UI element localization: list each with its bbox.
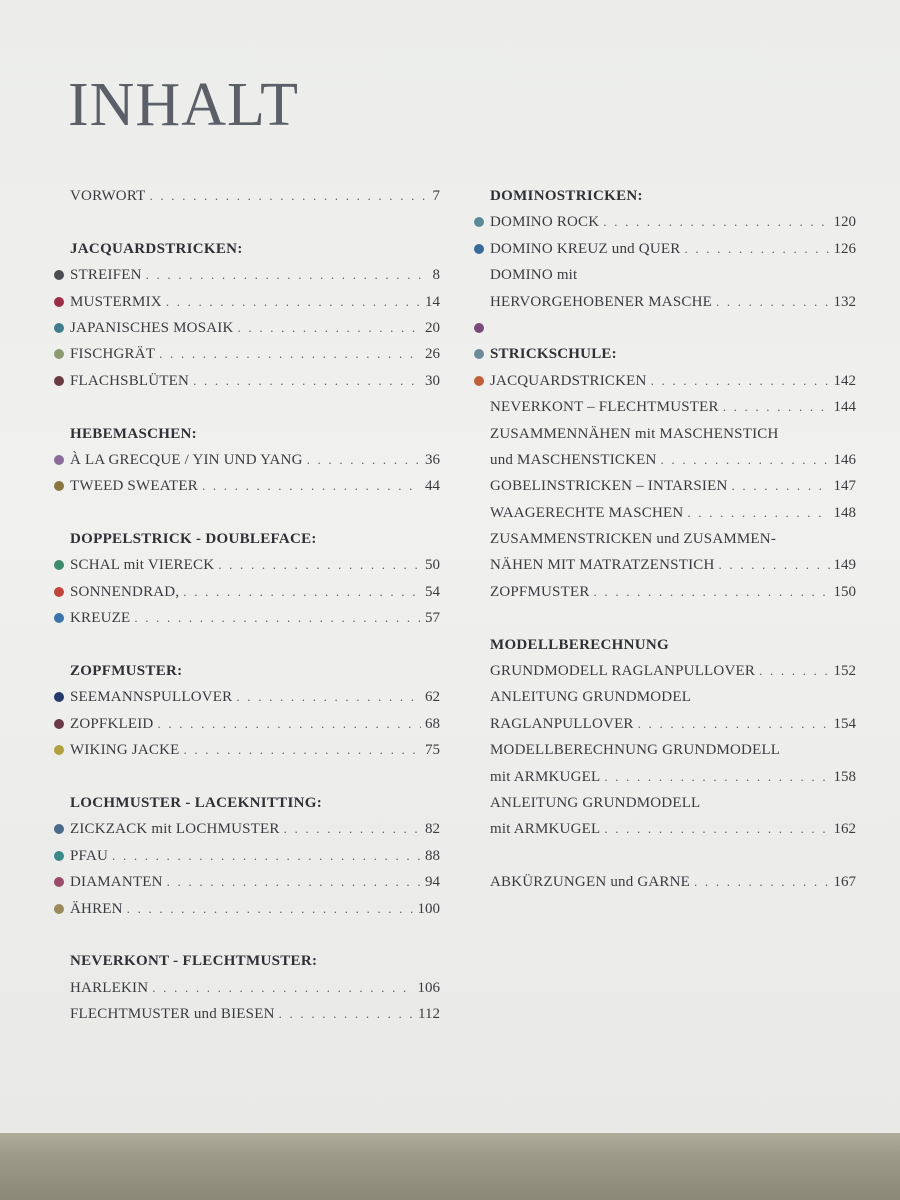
dot-leader: [594, 579, 830, 605]
section-title-jacquard: JACQUARDSTRICKEN:: [70, 240, 243, 257]
section-title-modellberechnung: MODELLBERECHNUNG: [490, 636, 669, 653]
dot-leader: [112, 843, 421, 869]
entry-page: 142: [833, 372, 856, 389]
section-title-domino: DOMINOSTRICKEN:: [490, 188, 643, 204]
toc-entry[interactable]: [490, 869, 856, 895]
dot-leader: [684, 236, 829, 262]
dot-leader: [183, 737, 421, 763]
dot-leader: [604, 764, 829, 790]
entry-page: 158: [833, 768, 856, 785]
entry-label: ZOPFKLEID: [70, 715, 154, 732]
page-edge-shadow: [0, 1133, 900, 1200]
dot-leader: [604, 816, 829, 842]
entry-page: 100: [417, 900, 440, 917]
entry-page: 20: [425, 319, 440, 336]
dot-leader: [603, 209, 829, 235]
entry-label: DOMINO ROCK: [490, 214, 600, 231]
entry-label: ZICKZACK mit LOCHMUSTER: [70, 821, 280, 838]
entry-label: JACQUARDSTRICKEN: [490, 372, 647, 389]
color-dot-icon: [54, 481, 64, 491]
color-dot-icon: [54, 376, 64, 386]
color-dot-icon: [474, 323, 484, 333]
entry-label: FISCHGRÄT: [70, 346, 156, 363]
toc-entry[interactable]: [70, 605, 440, 631]
entry-page: 68: [425, 715, 440, 732]
entry-label: mit ARMKUGEL: [490, 821, 601, 838]
entry-page: 126: [833, 240, 856, 257]
entry-label: À LA GRECQUE / YIN UND YANG: [70, 451, 303, 468]
entry-page: 150: [833, 583, 856, 600]
color-dot-icon: [54, 587, 64, 597]
entry-label: ABKÜRZUNGEN und GARNE: [490, 874, 691, 891]
color-dot-icon: [54, 877, 64, 887]
entry-page: 75: [425, 742, 440, 759]
entry-label: WAAGERECHTE MASCHEN: [490, 504, 684, 521]
section-list-doppelstrick: [70, 552, 440, 631]
entry-page: 106: [417, 979, 440, 996]
entry-label: ÄHREN: [70, 900, 123, 917]
toc-entry[interactable]: [70, 289, 440, 315]
entry-label: ZUSAMMENSTRICKEN und ZUSAMMEN-: [490, 531, 777, 548]
section-title-doppelstrick: DOPPELSTRICK - DOUBLEFACE:: [70, 531, 317, 548]
entry-page: 162: [833, 821, 856, 838]
entry-label: SEEMANNSPULLOVER: [70, 689, 233, 706]
toc-entry[interactable]: [490, 447, 856, 473]
toc-entry[interactable]: [490, 209, 856, 235]
dot-leader: [759, 658, 829, 684]
entry-page: 57: [425, 610, 440, 627]
dot-leader: [146, 262, 429, 288]
section-list-hebemaschen: [70, 447, 440, 500]
toc-entry-line[interactable]: [490, 737, 856, 763]
section-title-hebemaschen: HEBEMASCHEN:: [70, 425, 197, 442]
entry-label: RAGLANPULLOVER: [490, 715, 634, 732]
dot-leader: [218, 552, 421, 578]
color-dot-icon: [54, 560, 64, 570]
toc-entry-line[interactable]: [490, 790, 856, 816]
entry-label: NEVERKONT – FLECHTMUSTER: [490, 399, 719, 416]
entry-label: HERVORGEHOBENER MASCHE: [490, 293, 712, 310]
toc-right-column: [490, 183, 856, 896]
entry-label: WIKING JACKE: [70, 742, 180, 759]
entry-label: GOBELINSTRICKEN – INTARSIEN: [490, 478, 728, 495]
entry-label: ANLEITUNG GRUNDMODEL: [490, 689, 692, 706]
entry-page: 120: [833, 214, 856, 231]
entry-page: 36: [425, 451, 440, 468]
toc-entry[interactable]: [70, 684, 440, 710]
entry-page: 50: [425, 557, 440, 574]
entry-label: FLACHSBLÜTEN: [70, 372, 190, 389]
entry-label: MUSTERMIX: [70, 293, 162, 310]
section-list-lochmuster: [70, 816, 440, 922]
entry-label: ANLEITUNG GRUNDMODELL: [490, 794, 701, 811]
entry-page: 54: [425, 583, 440, 600]
dot-leader: [638, 711, 830, 737]
entry-page: 8: [432, 267, 440, 284]
entry-page: 7: [432, 188, 440, 204]
entry-page: 44: [425, 478, 440, 495]
toc-entry-line[interactable]: [490, 262, 856, 288]
toc-entry[interactable]: [490, 289, 856, 315]
toc-entry[interactable]: [490, 500, 856, 526]
entry-label: PFAU: [70, 847, 109, 864]
color-dot-icon: [54, 851, 64, 861]
color-dot-icon: [54, 719, 64, 729]
toc-entry[interactable]: [70, 341, 440, 367]
dot-leader: [732, 473, 830, 499]
dot-leader: [279, 1001, 414, 1027]
dot-leader: [284, 816, 421, 842]
toc-entry[interactable]: [70, 368, 440, 394]
color-dot-icon: [54, 745, 64, 755]
color-dot-icon: [474, 244, 484, 254]
section-title-zopfmuster: ZOPFMUSTER:: [70, 663, 183, 680]
entry-label: SONNENDRAD,: [70, 583, 180, 600]
entry-page: 152: [833, 663, 856, 680]
entry-label: KREUZE: [70, 610, 131, 627]
color-dot-icon: [54, 692, 64, 702]
toc-entry[interactable]: [490, 368, 856, 394]
dot-leader: [193, 368, 421, 394]
entry-page: 26: [425, 346, 440, 363]
toc-entry[interactable]: [70, 183, 440, 209]
section-list-domino: [490, 209, 856, 262]
toc-entry[interactable]: [490, 711, 856, 737]
color-dot-icon: [54, 904, 64, 914]
entry-page: 82: [425, 821, 440, 838]
entry-label: ZUSAMMENNÄHEN mit MASCHENSTICH: [490, 425, 779, 442]
dot-leader: [236, 684, 421, 710]
entry-page: 94: [425, 874, 440, 891]
color-dot-icon: [54, 824, 64, 834]
toc-left-column: [70, 183, 440, 1028]
dot-leader: [716, 289, 830, 315]
toc-entry[interactable]: [70, 711, 440, 737]
toc-entry[interactable]: [70, 1001, 440, 1027]
entry-page: 144: [833, 399, 856, 416]
dot-leader: [307, 447, 421, 473]
toc-entry[interactable]: [70, 869, 440, 895]
section-title-lochmuster: LOCHMUSTER - LACEKNITTING:: [70, 794, 322, 811]
dot-leader: [661, 447, 830, 473]
entry-page: 112: [418, 1006, 440, 1023]
entry-label: mit ARMKUGEL: [490, 768, 601, 785]
section-title-strickschule: STRICKSCHULE:: [490, 346, 617, 363]
dot-leader: [687, 500, 829, 526]
entry-label: TWEED SWEATER: [70, 478, 198, 495]
section-list-jacquard: [70, 262, 440, 394]
dot-leader: [150, 183, 429, 209]
section-list-neverkont: [70, 975, 440, 1028]
entry-label: VORWORT: [70, 188, 146, 204]
dot-leader: [127, 896, 414, 922]
toc-entry[interactable]: [70, 975, 440, 1001]
entry-label: GRUNDMODELL RAGLANPULLOVER: [490, 663, 756, 680]
toc-entry-line[interactable]: [490, 421, 856, 447]
entry-label: SCHAL mit VIERECK: [70, 557, 215, 574]
toc-entry[interactable]: [490, 473, 856, 499]
dot-leader: [651, 368, 830, 394]
entry-label: FLECHTMUSTER und BIESEN: [70, 1006, 275, 1023]
toc-entry[interactable]: [70, 843, 440, 869]
color-dot-icon: [54, 270, 64, 280]
dot-leader: [694, 869, 829, 895]
toc-entry-line[interactable]: [490, 684, 856, 710]
entry-page: 147: [833, 478, 856, 495]
entry-page: 146: [833, 451, 856, 468]
toc-entry[interactable]: [490, 552, 856, 578]
dot-leader: [183, 579, 421, 605]
entry-label: DOMINO KREUZ und QUER: [490, 240, 681, 257]
entry-label: ZOPFMUSTER: [490, 583, 590, 600]
dot-leader: [723, 394, 830, 420]
entry-page: 14: [425, 293, 440, 310]
entry-page: 88: [425, 847, 440, 864]
dot-leader: [166, 289, 421, 315]
entry-page: 154: [833, 715, 856, 732]
entry-label: DIAMANTEN: [70, 874, 163, 891]
page-title: INHALT: [68, 71, 300, 139]
toc-entry[interactable]: [70, 473, 440, 499]
section-title-row-strickschule: [490, 341, 856, 367]
toc-entry[interactable]: [490, 658, 856, 684]
entry-label: und MASCHENSTICKEN: [490, 451, 657, 468]
entry-label: JAPANISCHES MOSAIK: [70, 319, 234, 336]
entry-page: 132: [833, 293, 856, 310]
toc-entry[interactable]: [490, 579, 856, 605]
toc-entry[interactable]: [70, 262, 440, 288]
color-dot-icon: [474, 349, 484, 359]
toc-entry-line[interactable]: [490, 526, 856, 552]
dot-leader: [157, 711, 421, 737]
dot-leader: [152, 975, 413, 1001]
dot-leader: [167, 869, 421, 895]
color-dot-icon: [54, 323, 64, 333]
toc-entry[interactable]: [490, 816, 856, 842]
toc-entry[interactable]: [70, 896, 440, 922]
dot-leader: [202, 473, 421, 499]
toc-entry[interactable]: [70, 737, 440, 763]
entry-page: 148: [833, 504, 856, 521]
color-dot-icon: [54, 455, 64, 465]
color-dot-icon: [54, 613, 64, 623]
dot-leader: [238, 315, 421, 341]
entry-page: 62: [425, 689, 440, 706]
dot-leader: [134, 605, 421, 631]
toc-entry[interactable]: [70, 552, 440, 578]
entry-label: MODELLBERECHNUNG GRUNDMODELL: [490, 742, 781, 759]
entry-page: 167: [833, 874, 856, 891]
entry-page: 30: [425, 372, 440, 389]
color-dot-icon: [54, 297, 64, 307]
toc-entry[interactable]: [490, 764, 856, 790]
color-dot-icon: [474, 217, 484, 227]
section-list-zopfmuster: [70, 684, 440, 763]
entry-page: 149: [833, 557, 856, 574]
entry-label: NÄHEN MIT MATRATZENSTICH: [490, 557, 715, 574]
toc-entry[interactable]: [70, 579, 440, 605]
entry-label: DOMINO mit: [490, 267, 578, 284]
toc-entry[interactable]: [490, 394, 856, 420]
entry-label: HARLEKIN: [70, 979, 149, 996]
color-dot-icon: [474, 376, 484, 386]
toc-entry[interactable]: [490, 236, 856, 262]
section-title-neverkont: NEVERKONT - FLECHTMUSTER:: [70, 953, 318, 970]
dot-leader: [719, 552, 830, 578]
entry-label: STREIFEN: [70, 267, 142, 284]
color-dot-row: [490, 315, 856, 341]
toc-entry[interactable]: [70, 816, 440, 842]
toc-entry[interactable]: [70, 315, 440, 341]
dot-leader: [159, 341, 421, 367]
toc-entry[interactable]: [70, 447, 440, 473]
color-dot-icon: [54, 349, 64, 359]
